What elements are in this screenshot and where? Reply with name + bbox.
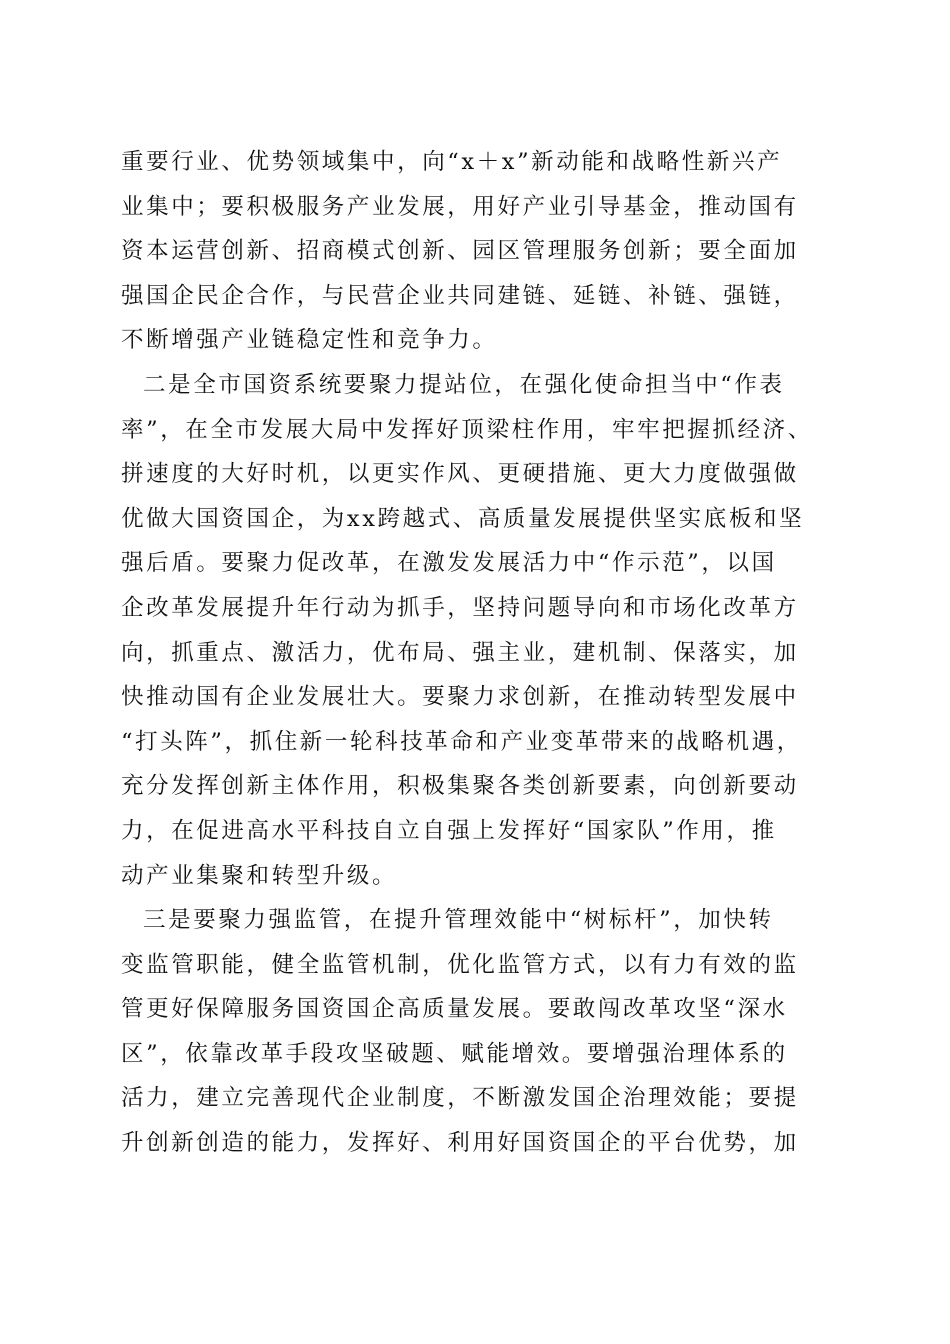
- paragraph-1: [121, 140, 833, 363]
- text-line: 升创新创造的能力，发挥好、利用好国资国企的平台优势，加: [121, 1130, 799, 1157]
- text-line: 动产业集聚和转型升级。: [121, 862, 398, 889]
- text-line: 强国企民企合作，与民营企业共同建链、延链、补链、强链，: [121, 282, 799, 309]
- text-line: 力，在促进高水平科技自立自强上发挥好“国家队”作用，推: [121, 817, 777, 844]
- text-line: 重要行业、优势领域集中，向“x＋x”新动能和战略性新兴产: [121, 149, 783, 175]
- paragraph-3: [121, 898, 833, 1166]
- text-line: 变监管职能，健全监管机制，优化监管方式，以有力有效的监: [121, 951, 799, 978]
- text-line: 业集中；要积极服务产业发展，用好产业引导基金，推动国有: [121, 193, 799, 220]
- paragraph-2: [121, 363, 833, 898]
- text-line: 向，抓重点、激活力，优布局、强主业，建机制、保落实，加: [121, 639, 799, 666]
- text-line: 资本运营创新、招商模式创新、园区管理服务创新；要全面加: [121, 238, 799, 265]
- document-body: [121, 140, 833, 1166]
- text-line: 快推动国有企业发展壮大。要聚力求创新，在推动转型发展中: [121, 684, 799, 711]
- text-line: 率”，在全市发展大局中发挥好顶梁柱作用，牢牢把握抓经济、: [121, 416, 813, 443]
- text-line: “打头阵”，抓住新一轮科技革命和产业变革带来的战略机遇，: [121, 728, 802, 755]
- text-line: 区”，依靠改革手段攻坚破题、赋能增效。要增强治理体系的: [121, 1040, 788, 1067]
- text-line: 拼速度的大好时机，以更实作风、更硬措施、更大力度做强做: [121, 461, 799, 488]
- text-line: 企改革发展提升年行动为抓手，坚持问题导向和市场化改革方: [121, 594, 799, 621]
- text-line: 二是全市国资系统要聚力提站位，在强化使命担当中“作表: [143, 371, 785, 398]
- text-line: 强后盾。要聚力促改革，在激发发展活力中“作示范”，以国: [121, 550, 777, 577]
- text-line: 管更好保障服务国资国企高质量发展。要敢闯改革攻坚“深水: [121, 996, 788, 1023]
- text-line: 三是要聚力强监管，在提升管理效能中“树标杆”，加快转: [143, 907, 774, 934]
- text-line: 优做大国资国企，为xx跨越式、高质量发展提供坚实底板和坚: [121, 505, 805, 532]
- text-line: 不断增强产业链稳定性和竞争力。: [121, 327, 498, 354]
- text-line: 充分发挥创新主体作用，积极集聚各类创新要素，向创新要动: [121, 773, 799, 800]
- text-line: 活力，建立完善现代企业制度，不断激发国企治理效能；要提: [121, 1085, 799, 1112]
